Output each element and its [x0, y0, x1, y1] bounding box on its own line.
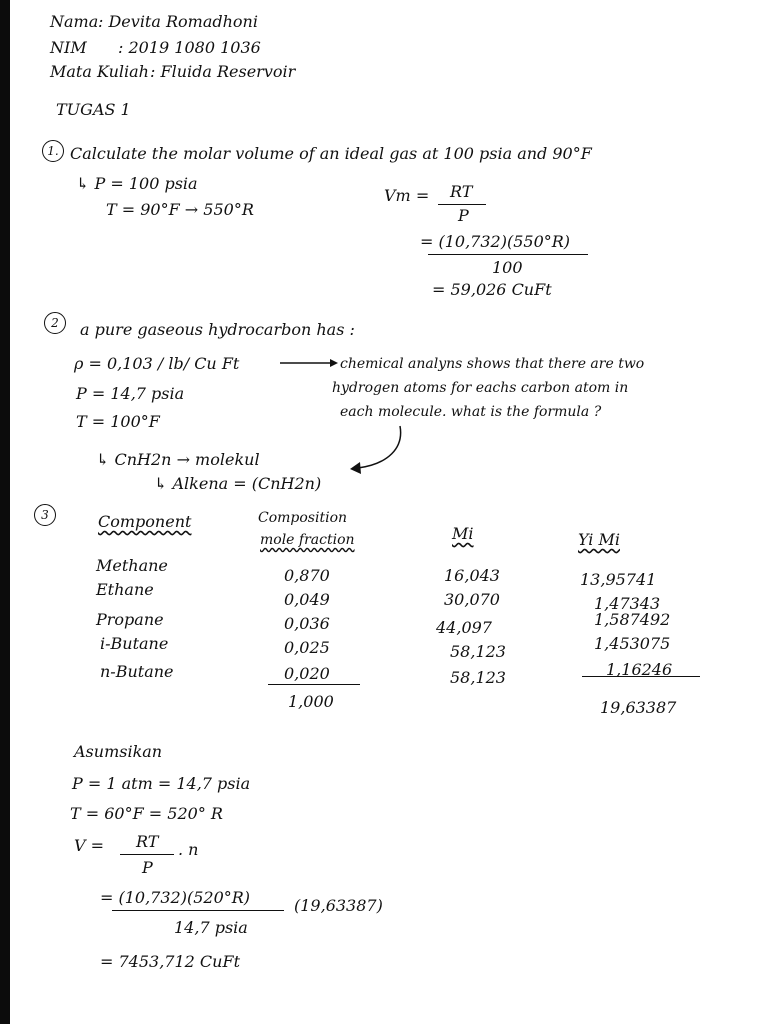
q1-vm-num: RT: [450, 182, 473, 201]
row-4-yimi: 1,453075: [594, 634, 671, 653]
q2-note-line2: hydrogen atoms for eachs carbon atom in: [332, 380, 629, 396]
row-4-mi: 58,123: [450, 642, 506, 661]
q1-step-num: = (10,732)(550°R): [420, 232, 571, 251]
q2-answer-molekul: ↳ CnH2n → molekul: [96, 450, 260, 469]
row-5-mi: 58,123: [450, 668, 506, 687]
row-3-component: Propane: [96, 610, 164, 629]
row-3-mi: 44,097: [436, 618, 492, 637]
assume-step-den: 14,7 psia: [174, 918, 248, 937]
row-5-component: n-Butane: [100, 662, 174, 681]
matkul-value: : Fluida Reservoir: [150, 62, 296, 81]
q2-pressure: P = 14,7 psia: [76, 384, 185, 403]
assume-step-num: = (10,732)(520°R): [100, 888, 251, 907]
q3-header-yimi: Yi Mi: [578, 530, 620, 549]
q3-header-component: Component: [98, 512, 192, 531]
row-2-yi: 0,049: [284, 590, 330, 609]
page-edge-shadow: [0, 0, 10, 1024]
row-5-yimi: 1,16246: [606, 660, 673, 679]
q2-intro: a pure gaseous hydrocarbon has :: [80, 320, 355, 339]
q1-step-den: 100: [492, 258, 523, 277]
q3-header-mole-fraction: mole fraction: [260, 532, 355, 548]
row-1-yimi: 13,95741: [580, 570, 657, 589]
q1-result: = 59,026 CuFt: [432, 280, 552, 299]
row-1-component: Methane: [96, 556, 168, 575]
yimi-sum-line: [582, 676, 700, 677]
q1-number: 1.: [42, 140, 64, 162]
q2-density: ρ = 0,103 / lb/ Cu Ft: [74, 354, 240, 373]
total-yi: 1,000: [288, 692, 334, 711]
assume-pressure: P = 1 atm = 14,7 psia: [72, 774, 251, 793]
assume-v-label: V =: [74, 836, 105, 855]
row-1-yi: 0,870: [284, 566, 330, 585]
assume-step-mult: (19,63387): [294, 896, 383, 915]
q2-note-line1: chemical analyns shows that there are two: [340, 356, 645, 372]
q1-vm-label: Vm =: [384, 186, 430, 205]
nim-label: NIM: [50, 38, 87, 57]
yi-sum-line: [268, 684, 360, 685]
q3-header-composition: Composition: [258, 510, 348, 526]
matkul-label: Mata Kuliah: [50, 62, 149, 81]
nama-label: Nama: [50, 12, 99, 31]
assume-v-num: RT: [136, 832, 159, 851]
q2-arrow-right-icon: [278, 356, 340, 370]
assume-temperature: T = 60°F = 520° R: [70, 804, 223, 823]
row-3-yimi: 1,587492: [594, 610, 671, 629]
assume-step-fraction-bar: [112, 910, 284, 911]
q1-t-line: T = 90°F → 550°R: [106, 200, 254, 219]
tugas-title: TUGAS 1: [56, 100, 131, 119]
row-2-component: Ethane: [96, 580, 154, 599]
assume-v-fraction-bar: [120, 854, 174, 855]
row-5-yi: 0,020: [284, 664, 330, 683]
total-yimi: 19,63387: [600, 698, 677, 717]
row-2-yimi: 1,47343: [594, 594, 661, 613]
assume-v-den: P: [142, 858, 153, 877]
q2-number: 2: [44, 312, 66, 334]
q1-vm-den: P: [458, 206, 469, 225]
nama-value: : Devita Romadhoni: [98, 12, 258, 31]
assume-title: Asumsikan: [74, 742, 163, 761]
row-4-component: i-Butane: [100, 634, 169, 653]
row-1-mi: 16,043: [444, 566, 500, 585]
q2-curved-arrow-icon: [348, 424, 410, 476]
q2-temperature: T = 100°F: [76, 412, 160, 431]
q3-header-mi: Mi: [452, 524, 474, 543]
assume-result: = 7453,712 CuFt: [100, 952, 240, 971]
q1-step-fraction-bar: [428, 254, 588, 255]
q3-number: 3: [34, 504, 56, 526]
row-3-yi: 0,036: [284, 614, 330, 633]
q1-vm-fraction-bar: [438, 204, 486, 205]
q1-p-line: ↳ P = 100 psia: [76, 174, 198, 193]
row-4-yi: 0,025: [284, 638, 330, 657]
q2-answer-alkena: ↳ Alkena = (CnH2n): [154, 474, 322, 493]
q1-question: Calculate the molar volume of an ideal gas at 100 psia and 90°F: [70, 144, 592, 163]
q2-note-line3: each molecule. what is the formula ?: [340, 404, 602, 420]
assume-v-n: . n: [178, 840, 199, 859]
row-2-mi: 30,070: [444, 590, 500, 609]
nim-value: : 2019 1080 1036: [118, 38, 261, 57]
